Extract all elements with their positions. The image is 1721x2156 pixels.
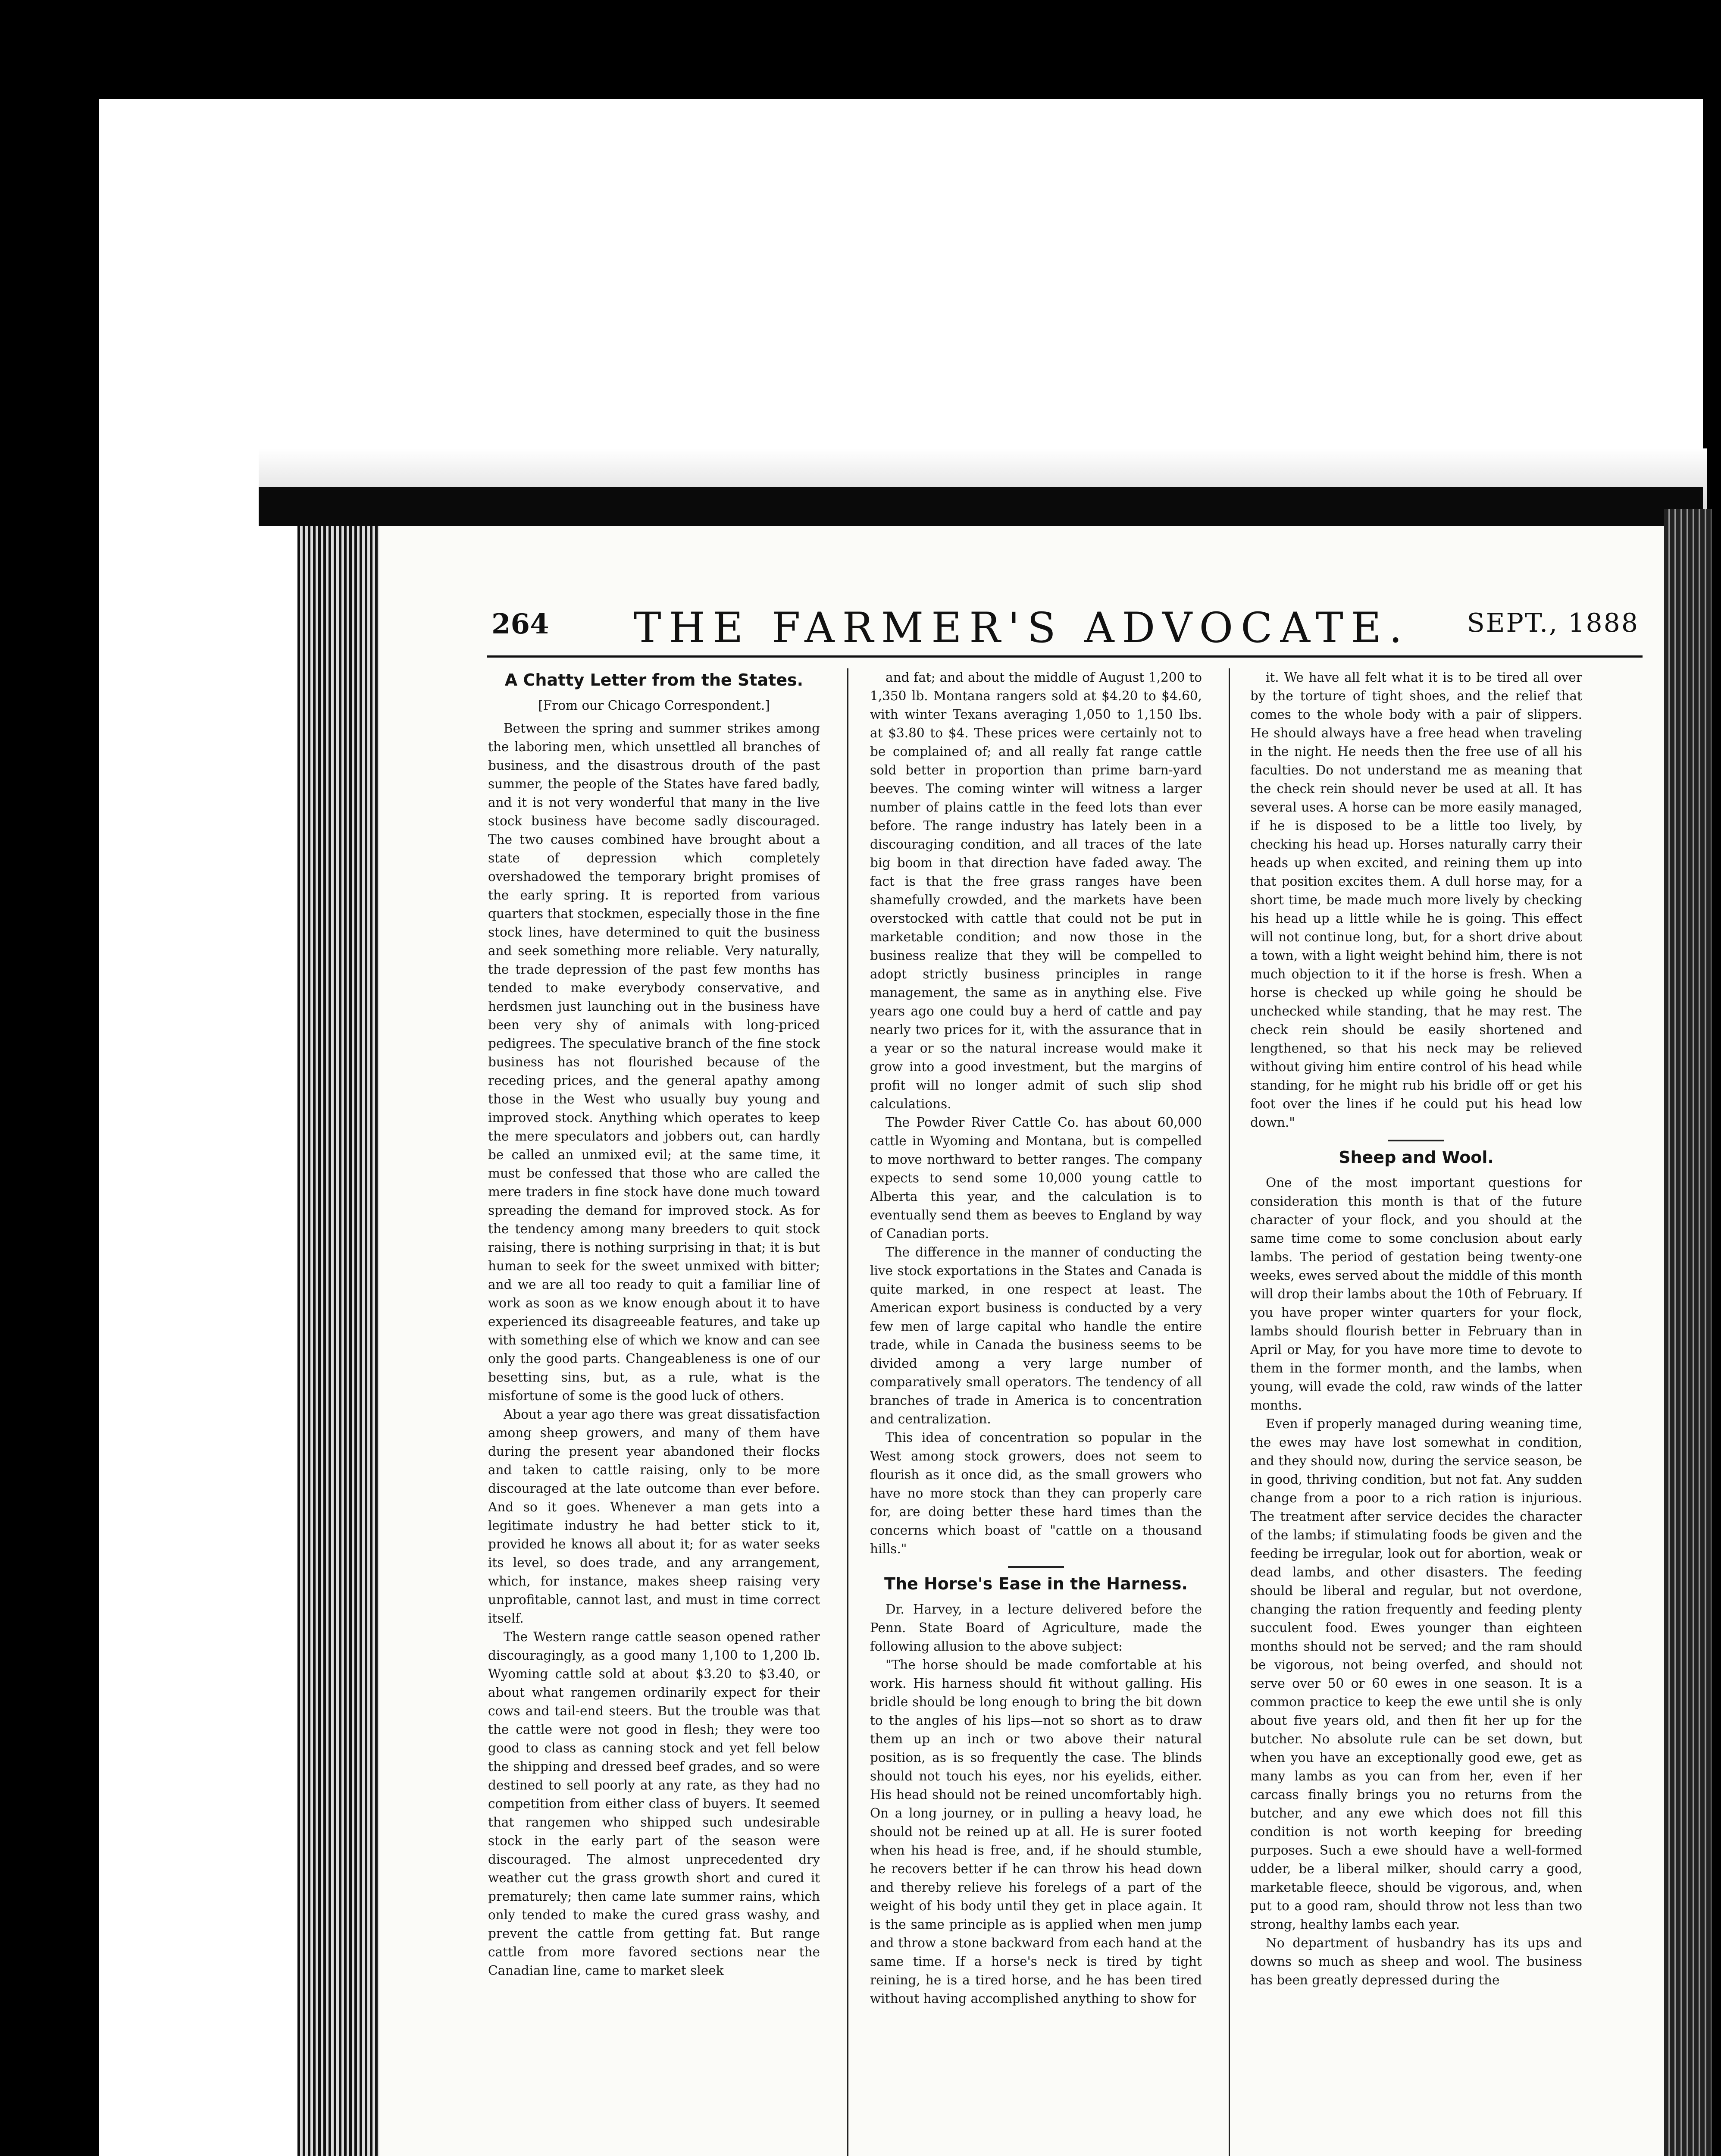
paragraph: The Western range cattle season opened rather discouragingly, as a good many 1,100 to 1,200 lb. Wyoming cattle sold at about $3.20 to $3.40, or about what rangemen ordinarily expect for their cows and tail-end steers. But the trouble was that the cattle were not good in flesh; they were too good to class as canning stock and yet fell below the shipping and dressed beef grades, and so were destined to sell poorly at any rate, as they had no competition from either class of buyers. It seemed that rangemen who shipped such undesirable stock in the early part of the season were discouraged. The almost unprecedented dry weather cut the grass growth short and cured it prematurely; then came late summer rains, which only tended to make the cured grass washy, and prevent the cattle from getting fat. But range cattle from more favored sections near the Canadian line, came to market sleek	[488, 1630, 820, 1978]
newspaper-page	[379, 526, 1664, 2156]
column-3	[1250, 668, 1582, 2156]
page-edges-left	[297, 526, 379, 2156]
paragraph: Between the spring and summer strikes among the laboring men, which unsettled all branches of business, and the disastrous drouth of the past summer, the people of the States have fared badly, and it is not very wonderful that many in the live stock business have become sadly discouraged. The two causes combined have brought about a state of depression which completely overshadowed the temporary bright promises of the early spring. It is reported from various quarters that stockmen, especially those in the fine stock lines, have determined to quit the business and seek something more reliable. Very naturally, the trade depression of the past few months has tended to make everybody conservative, and herdsmen just launching out in the business have been very shy of animals with long-priced pedigrees. The speculative branch of the fine stock business has not flourished because of the receding prices, and the general apathy among those in the West who usually buy young and improved stock. Anything which operates to keep the mere speculators and jobbers out, can hardly be called an unmixed evil; at the same time, it must be confessed that those who are called the mere traders in fine stock have done much toward spreading the demand for improved stock. As for the tendency among many breeders to quit stock raising, there is nothing surprising in that; it is but human to seek for the sweet unmixed with bitter; and we are all too ready to quit a familiar line of work as soon as we know enough about it to have experienced its disagreeable features, and take up with something else of which we know and can see only the good parts. Changeableness is one of our besetting sins, but, as a rule, what is the misfortune of some is the good luck of others.	[488, 721, 820, 1403]
paragraph: The Powder River Cattle Co. has about 60,000 cattle in Wyoming and Montana, but is compelled to move northward to better ranges. The company expects to send some 10,000 young cattle to Alberta this year, and the calculation is to eventually send them as beeves to England by way of Canadian ports.	[870, 1115, 1202, 1241]
paragraph: "The horse should be made comfortable at his work. His harness should fit without galling. His bridle should be long enough to bring the bit down to the angles of his lips—not so short as to draw them up an inch or two above their natural position, as is so frequently the case. The blinds should not touch his eyes, nor his eyelids, either. His head should not be reined uncomfortably high. On a long journey, or in pulling a heavy load, he should not be reined up at all. He is surer footed when his head is free, and, if he should stumble, he recovers better if he can throw his head down and thereby relieve his forelegs of a part of the weight of his body until they get in place again. It is the same principle as is applied when men jump and throw a stone backward from each hand at the same time. If a horse's neck is tired by tight reining, he is a tired horse, and he has been tired without having accomplished anything to show for	[870, 1658, 1202, 2006]
column-divider	[1229, 668, 1230, 2156]
article-heading: A Chatty Letter from the States.	[504, 671, 804, 689]
page-number: 264	[491, 608, 549, 640]
masthead-title: THE FARMER'S ADVOCATE.	[633, 604, 1410, 652]
header-rule	[487, 655, 1643, 658]
column-1	[488, 668, 820, 2156]
paragraph: One of the most important questions for consideration this month is that of the future character of your flock, and you should at the same time come to some conclusion about early lambs. The period of gestation being twenty-one weeks, ewes served about the middle of this month will drop their lambs about the 10th of February. If you have proper winter quarters for your flock, lambs should flourish better in February than in April or May, for you have more time to devote to them in the former month, and the lambs, when young, will evade the cold, raw winds of the latter months.	[1250, 1175, 1582, 1413]
paragraph: About a year ago there was great dissatisfaction among sheep growers, and many of them have during the present year abandoned their flocks and taken to cattle raising, only to be more discouraged at the late outcome than ever before. And so it goes. Whenever a man gets into a legitimate industry he had better stick to it, provided he knows all about it; for as water seeks its level, so does trade, and any arrangement, which, for instance, makes sheep raising very unprofitable, cannot last, and must in time correct itself.	[488, 1407, 820, 1626]
section-rule	[1388, 1140, 1444, 1141]
paragraph: and fat; and about the middle of August 1,200 to 1,350 lb. Montana rangers sold at $4.20 to $4.60, with winter Texans averaging 1,050 to 1,150 lbs. at $3.80 to $4. These prices were certainly not to be complained of; and all really fat range cattle sold better in proportion than prime barn-yard beeves. The coming winter will witness a larger number of plains cattle in the feed lots than ever before. The range industry has lately been in a discouraging condition, and all traces of the late big boom in that direction have faded away. The fact is that the free grass ranges have been shamefully crowded, and the markets have been overstocked with cattle that could not be put in marketable condition; and now those in the business realize that they will be compelled to adopt strictly business principles in range management, the same as in anything else. Five years ago one could buy a herd of cattle and pay nearly two prices for it, with the assurance that in a year or so the natural increase would make it grow into a good investment, but the margins of profit will no longer admit of such slip shod calculations.	[870, 670, 1202, 1111]
paragraph: This idea of concentration so popular in the West among stock growers, does not seem to flourish as it once did, as the small growers who have no more stock than they can properly care for, are doing better these hard times than the concerns which boast of "cattle on a thousand hills."	[870, 1430, 1202, 1556]
page-header	[379, 604, 1664, 655]
section-rule	[1008, 1566, 1064, 1568]
article-heading: The Horse's Ease in the Harness.	[884, 1574, 1188, 1593]
paragraph: Even if properly managed during weaning time, the ewes may have lost somewhat in condition, and they should now, during the service season, be in good, thriving condition, but not fat. Any sudden change from a poor to a rich ration is injurious. The treatment after service decides the character of the lambs; if stimulating foods be given and the feeding be irregular, look out for abortion, weak or dead lambs, and other disasters. The feeding should be liberal and regular, but not overdone, changing the ration frequently and feeding plenty succulent food. Ewes younger than eighteen months should not be served; and the ram should be vigorous, not being overfed, and should not serve over 50 or 60 ewes in one season. It is a common practice to keep the ewe until she is only about five years old, and then fit her up for the butcher. No absolute rule can be set down, but when you have an exceptionally good ewe, get as many lambs as you can from her, even if her carcass finally brings you no returns from the butcher, and any ewe which does not fill this condition is not worth keeping for breeding purposes. Such a ewe should have a well-formed udder, be a liberal milker, should carry a good, marketable fleece, should be vigorous, and, when put to a good ram, should throw not less than two strong, healthy lambs each year.	[1250, 1416, 1582, 1932]
column-divider	[847, 668, 848, 2156]
column-2	[870, 668, 1202, 2156]
page-edges-right	[1664, 509, 1712, 2156]
article-byline: [From our Chicago Correspondent.]	[538, 698, 770, 713]
book-binding-edge	[259, 487, 1703, 526]
paragraph: No department of husbandry has its ups and downs so much as sheep and wool. The business has been greatly depressed during the	[1250, 1936, 1582, 1987]
paragraph: it. We have all felt what it is to be tired all over by the torture of tight shoes, and the relief that comes to the whole body with a pair of slippers. He should always have a free head when traveling in the night. He needs then the free use of all his faculties. Do not understand me as meaning that the check rein should never be used at all. It has several uses. A horse can be more easily managed, if he is disposed to be a little too lively, by checking his head up. Horses naturally carry their heads up when excited, and reining them up into that position excites them. A dull horse may, for a short time, be made much more lively by checking his head up a little while he is going. This effect will not continue long, but, for a short drive about a town, with a light weight behind him, there is not much objection to it if the horse is fresh. When a horse is checked up while going he should be unchecked while standing, that he may rest. The check rein should be easily shortened and lengthened, so that his neck may be relieved without giving him entire control of his head while standing, for he might rub his bridle off or get his foot over the lines if he could put his head low down."	[1250, 670, 1582, 1130]
paragraph: The difference in the manner of conducting the live stock exportations in the States and Canada is quite marked, in one respect at least. The American export business is conducted by a very few men of large capital who handle the entire trade, while in Canada the business seems to be divided among a very large number of comparatively small operators. The tendency of all branches of trade in America is to concentration and centralization.	[870, 1245, 1202, 1426]
paragraph: Dr. Harvey, in a lecture delivered before the Penn. State Board of Agriculture, made the following allusion to the above subject:	[870, 1602, 1202, 1654]
article-heading: Sheep and Wool.	[1339, 1148, 1494, 1167]
issue-date: SEPT., 1888	[1467, 608, 1639, 638]
